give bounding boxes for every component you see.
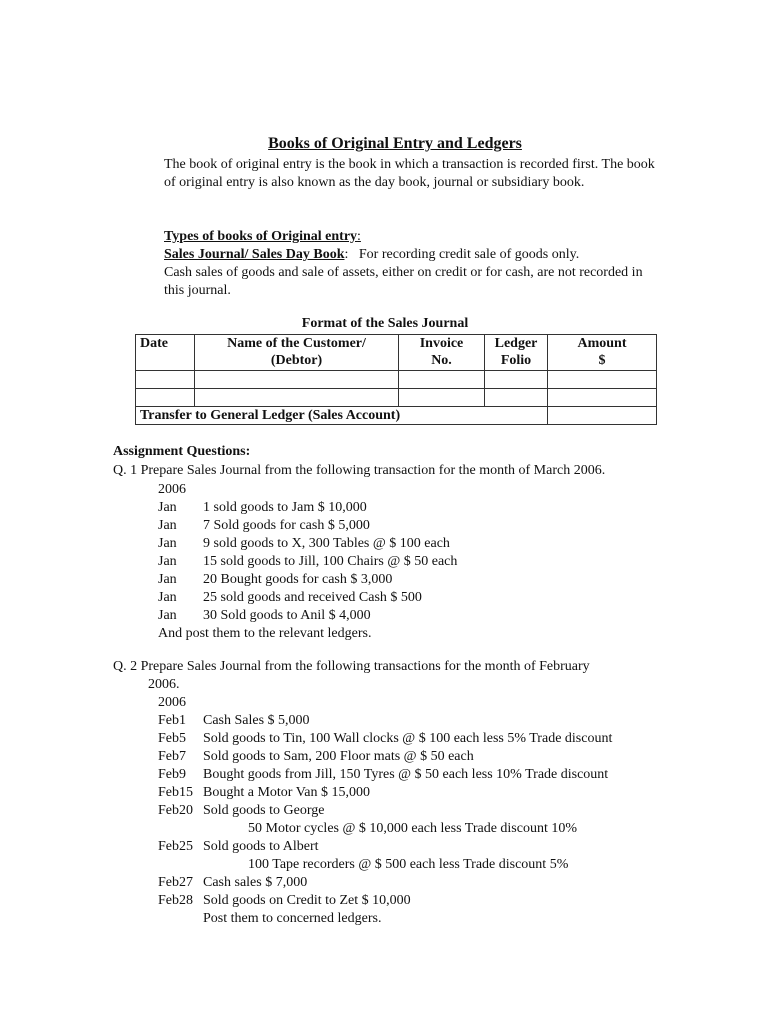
year-label: 2006	[158, 482, 186, 497]
transaction-text: 15 sold goods to Jill, 100 Chairs @ $ 50 each	[203, 554, 458, 569]
header-amount-line1: Amount	[577, 336, 627, 351]
header-customer-line1: Name of the Customer/	[227, 336, 366, 351]
month-label: Jan	[158, 590, 177, 605]
transaction-text: 20 Bought goods for cash $ 3,000	[203, 572, 393, 587]
month-label: Jan	[158, 500, 177, 515]
date-label: Feb25	[158, 839, 193, 854]
date-label: Feb9	[158, 767, 186, 782]
transaction-text: Cash sales $ 7,000	[203, 875, 308, 890]
transaction-text: 7 Sold goods for cash $ 5,000	[203, 518, 370, 533]
table-cell	[548, 371, 657, 389]
cash-note: Cash sales of goods and sale of assets, either on credit or for cash, are not recorded in this journal.	[164, 265, 643, 298]
month-label: Jan	[158, 554, 177, 569]
date-label: Feb27	[158, 875, 193, 890]
month-label: Jan	[158, 536, 177, 551]
table-cell	[548, 407, 657, 425]
month-label: Jan	[158, 518, 177, 533]
transaction-text: 9 sold goods to X, 300 Tables @ $ 100 each	[203, 536, 450, 551]
table-cell	[399, 389, 485, 407]
date-label: Feb20	[158, 803, 193, 818]
types-heading	[164, 228, 664, 246]
transaction-text: Cash Sales $ 5,000	[203, 713, 310, 728]
intro-paragraph: The book of original entry is the book in which a transaction is recorded first. The book of original entry is also known as the day book, journal or subsidiary book.	[164, 157, 655, 190]
transaction-text: Sold goods to Albert	[203, 839, 319, 854]
month-label: Jan	[158, 572, 177, 587]
types-heading-colon: :	[357, 229, 361, 244]
transaction-detail: 50 Motor cycles @ $ 10,000 each less Trade discount 10%	[248, 821, 578, 836]
header-invoice-line2: No.	[431, 353, 452, 368]
sales-journal-line	[164, 246, 664, 264]
question-2-footer: Post them to concerned ledgers.	[203, 911, 382, 926]
table-cell	[195, 389, 399, 407]
date-label: Feb28	[158, 893, 193, 908]
header-invoice	[399, 335, 485, 371]
header-folio-line2: Folio	[500, 353, 532, 368]
transaction-text: Sold goods to George	[203, 803, 325, 818]
transfer-cell: Transfer to General Ledger (Sales Account)	[136, 407, 548, 425]
month-label: Jan	[158, 608, 177, 623]
table-row	[136, 371, 657, 389]
header-customer	[195, 335, 399, 371]
date-label: Feb1	[158, 713, 186, 728]
types-heading-text: Types of books of Original entry	[164, 229, 358, 244]
sales-journal-label: Sales Journal/ Sales Day Book	[164, 247, 345, 262]
transaction-text: Sold goods to Sam, 200 Floor mats @ $ 50 each	[203, 749, 474, 764]
date-label: Feb15	[158, 785, 193, 800]
header-amount	[548, 335, 657, 371]
sales-journal-colon: :	[344, 247, 349, 262]
transfer-row	[136, 407, 657, 425]
table-cell	[399, 371, 485, 389]
question-1-text: Q. 1 Prepare Sales Journal from the following transaction for the month of March 2006.	[113, 463, 606, 478]
page-title: Books of Original Entry and Ledgers	[268, 135, 522, 152]
header-folio-line1: Ledger	[494, 336, 538, 351]
date-label: Feb7	[158, 749, 186, 764]
table-cell	[136, 371, 195, 389]
table-cell	[485, 389, 548, 407]
table-cell	[485, 371, 548, 389]
header-amount-line2: $	[598, 353, 606, 368]
header-invoice-line1: Invoice	[419, 336, 464, 351]
question-2-text-cont: 2006.	[148, 677, 180, 692]
format-title: Format of the Sales Journal	[301, 316, 469, 331]
assignment-heading: Assignment Questions:	[113, 444, 251, 459]
table-cell	[195, 371, 399, 389]
sales-journal-table	[135, 334, 657, 425]
table-cell	[136, 389, 195, 407]
transaction-text: Sold goods to Tin, 100 Wall clocks @ $ 100 each less 5% Trade discount	[203, 731, 613, 746]
transaction-text: Bought a Motor Van $ 15,000	[203, 785, 370, 800]
sales-journal-text: For recording credit sale of goods only.	[358, 247, 580, 262]
date-label: Feb5	[158, 731, 186, 746]
header-customer-line2: (Debtor)	[270, 353, 323, 368]
transaction-text: 30 Sold goods to Anil $ 4,000	[203, 608, 371, 623]
transaction-text: 1 sold goods to Jam $ 10,000	[203, 500, 367, 515]
year-label: 2006	[158, 695, 186, 710]
header-folio	[485, 335, 548, 371]
header-date: Date	[136, 335, 195, 371]
question-1-footer: And post them to the relevant ledgers.	[158, 626, 372, 641]
transaction-detail: 100 Tape recorders @ $ 500 each less Trade discount 5%	[248, 857, 569, 872]
transaction-text: 25 sold goods and received Cash $ 500	[203, 590, 422, 605]
table-cell	[548, 389, 657, 407]
table-header-row	[136, 335, 657, 371]
transaction-text: Sold goods on Credit to Zet $ 10,000	[203, 893, 411, 908]
table-row	[136, 389, 657, 407]
question-2-text: Q. 2 Prepare Sales Journal from the following transactions for the month of February	[113, 659, 590, 674]
transaction-text: Bought goods from Jill, 150 Tyres @ $ 50 each less 10% Trade discount	[203, 767, 609, 782]
